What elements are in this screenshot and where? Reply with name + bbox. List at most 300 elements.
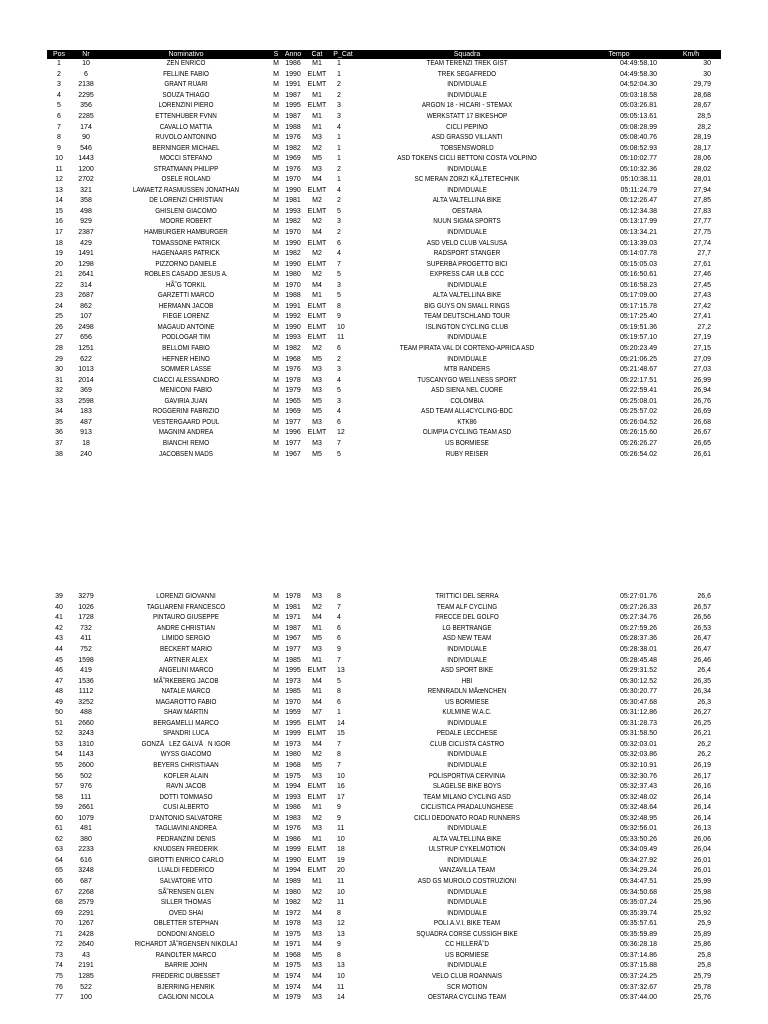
cell-nominativo: PEDRANZINI DENIS (156, 835, 216, 843)
cell-nr: 369 (80, 387, 92, 395)
cell-sesso: M (273, 983, 279, 991)
cell-sesso: M (273, 376, 279, 384)
cell-kmh: 27,94 (693, 186, 711, 194)
cell-nominativo: BARRIE JOHN (164, 962, 208, 970)
cell-anno: 1975 (285, 772, 301, 780)
cell-anno: 1999 (285, 846, 301, 854)
cell-cat: M3 (312, 772, 322, 780)
cell-pos: 28 (55, 345, 63, 353)
cell-nominativo: BERGAMELLI MARCO (153, 719, 219, 727)
cell-p-cat: 17 (337, 793, 345, 801)
cell-squadra: ASD VELO CLUB VALSUSA (426, 239, 508, 247)
cell-tempo: 05:11:24.79 (620, 186, 657, 194)
cell-tempo: 05:35:07.24 (620, 899, 657, 907)
cell-nr: 2600 (78, 762, 94, 770)
cell-pos: 30 (55, 366, 63, 374)
cell-p-cat: 10 (337, 323, 345, 331)
cell-nr: 1443 (78, 155, 94, 163)
cell-cat: ELMT (307, 334, 327, 342)
cell-squadra: INDIVIDUALE (447, 281, 487, 289)
cell-sesso: M (273, 709, 279, 717)
cell-tempo: 05:32:10.91 (620, 762, 657, 770)
cell-anno: 1982 (285, 218, 301, 226)
cell-squadra: ASD SPORT BIKE (440, 667, 494, 675)
cell-kmh: 30 (703, 60, 711, 68)
cell-nominativo: MAGAROTTO FABIO (155, 698, 217, 706)
cell-nominativo: OBLETTER STEPHAN (153, 920, 219, 928)
cell-kmh: 26,16 (693, 783, 711, 791)
cell-tempo: 05:31:12.86 (620, 709, 657, 717)
cell-pos: 8 (57, 134, 61, 142)
cell-pos: 63 (55, 846, 63, 854)
cell-nominativo: CIACCI ALESSANDRO (153, 376, 219, 384)
cell-p-cat: 4 (337, 186, 341, 194)
cell-pos: 65 (55, 867, 63, 875)
cell-kmh: 27,77 (693, 218, 711, 226)
cell-sesso: M (273, 593, 279, 601)
cell-nr: 1285 (78, 972, 94, 980)
cell-p-cat: 14 (337, 994, 345, 1002)
cell-pos: 26 (55, 323, 63, 331)
cell-kmh: 27,19 (693, 334, 711, 342)
cell-nominativo: PINTAURO GIUSEPPE (152, 614, 220, 622)
table-row (47, 666, 721, 677)
table-row (47, 961, 721, 972)
cell-tempo: 05:32:30.76 (620, 772, 657, 780)
cell-kmh: 27,83 (693, 207, 711, 215)
table-row (47, 603, 721, 614)
cell-nominativo: RICHARDT JÃ˜RGENSEN NIKOLAJ (134, 941, 238, 949)
cell-pos: 18 (55, 239, 63, 247)
cell-kmh: 28,68 (693, 91, 711, 99)
cell-kmh: 26,2 (697, 751, 711, 759)
results-table-top (47, 50, 721, 460)
cell-tempo: 05:17:09.00 (620, 292, 657, 300)
table-row (47, 866, 721, 877)
cell-kmh: 28,5 (697, 113, 711, 120)
cell-nominativo: WYSS GIACOMO (160, 751, 212, 759)
cell-tempo: 04:52:04.30 (620, 81, 657, 89)
cell-nr: 314 (80, 281, 92, 289)
cell-cat: M1 (312, 292, 322, 300)
cell-kmh: 26,76 (693, 397, 711, 405)
cell-anno: 1973 (285, 677, 301, 685)
cell-tempo: 05:08:52.93 (620, 144, 657, 152)
cell-p-cat: 9 (337, 804, 341, 812)
cell-kmh: 28,17 (693, 144, 711, 152)
cell-kmh: 26,61 (693, 450, 711, 458)
cell-p-cat: 2 (337, 91, 341, 99)
cell-tempo: 05:28:37.36 (620, 635, 657, 643)
cell-pos: 55 (55, 762, 63, 770)
cell-kmh: 26,01 (693, 867, 711, 875)
cell-nr: 2233 (78, 846, 94, 854)
cell-kmh: 25,8 (697, 962, 711, 970)
cell-p-cat: 6 (337, 239, 341, 247)
cell-nominativo: MOCCI STEFANO (159, 155, 213, 163)
table-row (47, 676, 721, 687)
cell-kmh: 25,98 (693, 888, 711, 896)
table-row (47, 782, 721, 793)
cell-nominativo: DONDONI ANGELO (157, 930, 215, 938)
cell-sesso: M (273, 740, 279, 748)
cell-anno: 1996 (285, 429, 301, 437)
cell-anno: 1971 (285, 614, 301, 622)
cell-tempo: 05:25:08.01 (620, 397, 657, 405)
cell-p-cat: 8 (337, 951, 341, 959)
cell-squadra: OESTARA (452, 207, 482, 215)
header-pos: Pos (47, 50, 71, 59)
cell-tempo: 04:49:58.30 (620, 70, 657, 78)
cell-nr: 107 (80, 313, 92, 321)
table-row (47, 154, 721, 165)
table-row (47, 982, 721, 993)
cell-p-cat: 3 (337, 102, 341, 110)
cell-p-cat: 4 (337, 376, 341, 384)
cell-pos: 25 (55, 313, 63, 321)
cell-cat: M1 (312, 804, 322, 812)
cell-nr: 1013 (78, 366, 94, 374)
cell-pos: 68 (55, 899, 63, 907)
table-row (47, 133, 721, 144)
cell-kmh: 25,9 (697, 920, 711, 928)
cell-nominativo: MENICONI FABIO (160, 387, 212, 395)
table-row (47, 217, 721, 228)
cell-nominativo: ZEN ENRICO (166, 60, 206, 68)
cell-nominativo: MÃ˜RKEBERG JACOB (153, 677, 219, 685)
cell-sesso: M (273, 793, 279, 801)
table-row (47, 845, 721, 856)
cell-pos: 32 (55, 387, 63, 395)
cell-kmh: 25,79 (693, 972, 711, 980)
cell-cat: M5 (312, 762, 322, 770)
cell-pos: 20 (55, 260, 63, 268)
cell-nominativo: FELLINE FABIO (163, 70, 209, 78)
cell-cat: M1 (312, 624, 322, 632)
cell-sesso: M (273, 155, 279, 163)
cell-squadra: INDIVIDUALE (447, 888, 487, 896)
cell-tempo: 05:34:47.51 (620, 878, 657, 886)
cell-nr: 2191 (78, 962, 94, 970)
cell-nr: 862 (80, 302, 92, 310)
cell-p-cat: 3 (337, 397, 341, 405)
cell-sesso: M (273, 825, 279, 833)
cell-anno: 1986 (285, 60, 301, 68)
table-row (47, 186, 721, 197)
cell-squadra: INDIVIDUALE (447, 856, 487, 864)
cell-pos: 61 (55, 825, 63, 833)
cell-tempo: 05:08:28.99 (620, 123, 657, 131)
table-row (47, 898, 721, 909)
cell-kmh: 26,3 (697, 698, 711, 706)
cell-tempo: 05:37:44.00 (620, 994, 657, 1002)
cell-cat: ELMT (307, 323, 327, 331)
cell-nr: 1491 (78, 250, 94, 258)
cell-pos: 57 (55, 783, 63, 791)
cell-squadra: US BORMIESE (445, 951, 489, 959)
cell-pos: 50 (55, 709, 63, 717)
cell-p-cat: 9 (337, 313, 341, 321)
cell-nr: 1598 (78, 656, 94, 664)
cell-tempo: 05:10:02.77 (620, 155, 657, 163)
cell-sesso: M (273, 302, 279, 310)
cell-nr: 43 (82, 951, 90, 959)
cell-anno: 1983 (285, 814, 301, 822)
cell-nominativo: HAGENAARS PATRICK (152, 250, 220, 258)
cell-p-cat: 12 (337, 429, 345, 437)
cell-anno: 1982 (285, 250, 301, 258)
cell-kmh: 25,86 (693, 941, 711, 949)
cell-kmh: 27,75 (693, 229, 711, 237)
cell-tempo: 05:14:07.78 (620, 250, 657, 258)
cell-pos: 60 (55, 814, 63, 822)
cell-pos: 44 (55, 646, 63, 653)
cell-sesso: M (273, 646, 279, 653)
cell-anno: 1982 (285, 899, 301, 907)
cell-pos: 53 (55, 740, 63, 748)
cell-anno: 1970 (285, 229, 301, 237)
cell-cat: M4 (312, 281, 322, 289)
cell-nominativo: JACOBSEN MADS (159, 450, 213, 458)
cell-kmh: 28,06 (693, 155, 711, 163)
header-tempo: Tempo (577, 50, 661, 59)
cell-tempo: 05:32:37.43 (620, 783, 657, 791)
cell-p-cat: 1 (337, 60, 341, 68)
cell-anno: 1959 (285, 709, 301, 717)
cell-squadra: INDIVIDUALE (447, 355, 487, 363)
cell-p-cat: 7 (337, 439, 341, 447)
cell-tempo: 04:49:58.10 (620, 60, 657, 68)
cell-tempo: 05:25:57.02 (620, 408, 657, 416)
cell-pos: 70 (55, 920, 63, 928)
cell-anno: 1969 (285, 155, 301, 163)
cell-kmh: 30 (703, 70, 711, 78)
cell-squadra: INDIVIDUALE (447, 646, 487, 653)
cell-squadra: TRITTICI DEL SERRA (435, 593, 499, 601)
cell-sesso: M (273, 271, 279, 279)
cell-cat: ELMT (307, 102, 327, 110)
cell-nr: 356 (80, 102, 92, 110)
cell-sesso: M (273, 878, 279, 886)
cell-squadra: BIG GUYS ON SMALL RINGS (424, 302, 510, 310)
table-row (47, 708, 721, 719)
cell-cat: M5 (312, 408, 322, 416)
cell-tempo: 05:34:50.68 (620, 888, 657, 896)
cell-nominativo: ANDRE CHRISTIAN (157, 624, 215, 632)
cell-anno: 1975 (285, 930, 301, 938)
cell-nr: 2687 (78, 292, 94, 300)
cell-p-cat: 5 (337, 450, 341, 458)
cell-nominativo: OSELE ROLAND (161, 176, 211, 184)
cell-anno: 1970 (285, 176, 301, 184)
cell-nominativo: TAGLIARENI FRANCESCO (146, 603, 226, 611)
cell-p-cat: 10 (337, 835, 345, 843)
cell-tempo: 05:35:57.61 (620, 920, 657, 928)
cell-pos: 19 (55, 250, 63, 258)
cell-cat: ELMT (307, 302, 327, 310)
cell-squadra: TEAM MILANO CYCLING ASD (423, 793, 511, 801)
cell-nr: 429 (80, 239, 92, 247)
table-row (47, 249, 721, 260)
table-row (47, 291, 721, 302)
cell-anno: 1968 (285, 951, 301, 959)
cell-anno: 1988 (285, 123, 301, 131)
cell-nr: 1079 (78, 814, 94, 822)
cell-nr: 616 (80, 856, 92, 864)
cell-kmh: 27,2 (697, 323, 711, 331)
cell-pos: 15 (55, 207, 63, 215)
cell-sesso: M (273, 994, 279, 1002)
cell-tempo: 05:37:32.67 (620, 983, 657, 991)
table-row (47, 719, 721, 730)
cell-anno: 1974 (285, 983, 301, 991)
cell-anno: 1986 (285, 835, 301, 843)
cell-kmh: 26,14 (693, 814, 711, 822)
cell-cat: M4 (312, 909, 322, 917)
cell-anno: 1969 (285, 408, 301, 416)
cell-anno: 1980 (285, 751, 301, 759)
cell-sesso: M (273, 941, 279, 949)
cell-pos: 37 (55, 439, 63, 447)
cell-p-cat: 19 (337, 856, 345, 864)
cell-pos: 7 (57, 123, 61, 131)
cell-nr: 18 (82, 439, 90, 447)
cell-tempo: 05:37:15.88 (620, 962, 657, 970)
cell-cat: M4 (312, 229, 322, 237)
cell-pos: 58 (55, 793, 63, 801)
cell-kmh: 25,8 (697, 951, 711, 959)
cell-tempo: 05:21:48.67 (620, 366, 657, 374)
cell-kmh: 26,04 (693, 846, 711, 854)
table-row (47, 930, 721, 941)
table-row (47, 856, 721, 867)
cell-anno: 1991 (285, 81, 301, 89)
cell-pos: 76 (55, 983, 63, 991)
cell-cat: M2 (312, 888, 322, 896)
cell-anno: 1967 (285, 635, 301, 643)
cell-squadra: INDIVIDUALE (447, 165, 487, 173)
cell-anno: 1978 (285, 593, 301, 601)
cell-squadra: CICLI DEDONATO ROAD RUNNERS (414, 814, 520, 822)
cell-cat: M1 (312, 91, 322, 99)
cell-nr: 2014 (78, 376, 94, 384)
cell-pos: 71 (55, 930, 63, 938)
table-row (47, 91, 721, 102)
cell-tempo: 05:16:50.61 (620, 271, 657, 279)
cell-nr: 2598 (78, 397, 94, 405)
cell-nominativo: D'ANTONIO SALVATORE (149, 814, 223, 822)
cell-squadra: VANZAVILLA TEAM (438, 867, 496, 875)
cell-pos: 9 (57, 144, 61, 152)
cell-nominativo: SILLER THOMAS (160, 899, 212, 907)
cell-p-cat: 18 (337, 846, 345, 854)
cell-anno: 1985 (285, 688, 301, 696)
cell-cat: ELMT (307, 186, 327, 194)
cell-tempo: 05:30:12.52 (620, 677, 657, 685)
header-sesso: S (271, 50, 281, 59)
cell-nr: 380 (80, 835, 92, 843)
cell-cat: M1 (312, 60, 322, 68)
cell-kmh: 26,35 (693, 677, 711, 685)
cell-p-cat: 1 (337, 134, 341, 142)
cell-squadra: NUUN SIGMA SPORTS (433, 218, 501, 226)
cell-squadra: TEAM TERENZI TREK GIST (426, 60, 508, 68)
cell-squadra: US BORMIESE (445, 439, 489, 447)
cell-cat: M3 (312, 165, 322, 173)
table-row (47, 835, 721, 846)
cell-p-cat: 1 (337, 176, 341, 184)
cell-tempo: 05:26:04.52 (620, 418, 657, 426)
cell-sesso: M (273, 186, 279, 194)
cell-anno: 1979 (285, 387, 301, 395)
cell-pos: 33 (55, 397, 63, 405)
cell-p-cat: 8 (337, 593, 341, 601)
cell-tempo: 05:22:59.41 (620, 387, 657, 395)
cell-pos: 69 (55, 909, 63, 917)
cell-squadra: POLI.A.V.I. BIKE TEAM (433, 920, 501, 928)
cell-squadra: KTK86 (457, 418, 477, 426)
cell-kmh: 26,67 (693, 429, 711, 437)
cell-cat: M1 (312, 113, 322, 120)
cell-cat: M2 (312, 197, 322, 205)
cell-nominativo: LAWAETZ RASMUSSEN JONATHAN (132, 186, 240, 194)
cell-anno: 1987 (285, 624, 301, 632)
table-row (47, 80, 721, 91)
cell-tempo: 05:10:32.36 (620, 165, 657, 173)
cell-nr: 90 (82, 134, 90, 142)
cell-p-cat: 3 (337, 113, 341, 120)
cell-pos: 39 (55, 593, 63, 601)
cell-kmh: 26,47 (693, 646, 711, 653)
cell-nominativo: BEYERS CHRISTIAAN (153, 762, 219, 770)
cell-nominativo: TAGLIAVINI ANDREA (155, 825, 217, 833)
cell-nr: 2579 (78, 899, 94, 907)
table-row (47, 877, 721, 888)
table-row (47, 624, 721, 635)
cell-tempo: 05:29:31.52 (620, 667, 657, 675)
table-row (47, 940, 721, 951)
table-row (47, 122, 721, 133)
cell-nr: 976 (80, 783, 92, 791)
cell-squadra: SCR MOTION (446, 983, 488, 991)
cell-nominativo: PIZZORNO DANIELE (155, 260, 217, 268)
cell-sesso: M (273, 239, 279, 247)
cell-nr: 1267 (78, 920, 94, 928)
table-row (47, 280, 721, 291)
cell-sesso: M (273, 450, 279, 458)
cell-sesso: M (273, 366, 279, 374)
cell-sesso: M (273, 113, 279, 120)
cell-nominativo: LIMIDO SERGIO (162, 635, 210, 643)
cell-pos: 42 (55, 624, 63, 632)
cell-tempo: 05:26:26.27 (620, 439, 657, 447)
cell-cat: M3 (312, 387, 322, 395)
cell-cat: M2 (312, 603, 322, 611)
cell-cat: M2 (312, 899, 322, 907)
cell-pos: 6 (57, 113, 61, 120)
cell-pos: 59 (55, 804, 63, 812)
cell-sesso: M (273, 667, 279, 675)
cell-kmh: 25,99 (693, 878, 711, 886)
cell-p-cat: 6 (337, 698, 341, 706)
cell-squadra: EXPRESS CAR ULB CCC (429, 271, 505, 279)
cell-anno: 1993 (285, 334, 301, 342)
cell-kmh: 26,56 (693, 614, 711, 622)
cell-kmh: 25,96 (693, 899, 711, 907)
cell-anno: 1986 (285, 804, 301, 812)
cell-anno: 1979 (285, 994, 301, 1002)
cell-pos: 47 (55, 677, 63, 685)
